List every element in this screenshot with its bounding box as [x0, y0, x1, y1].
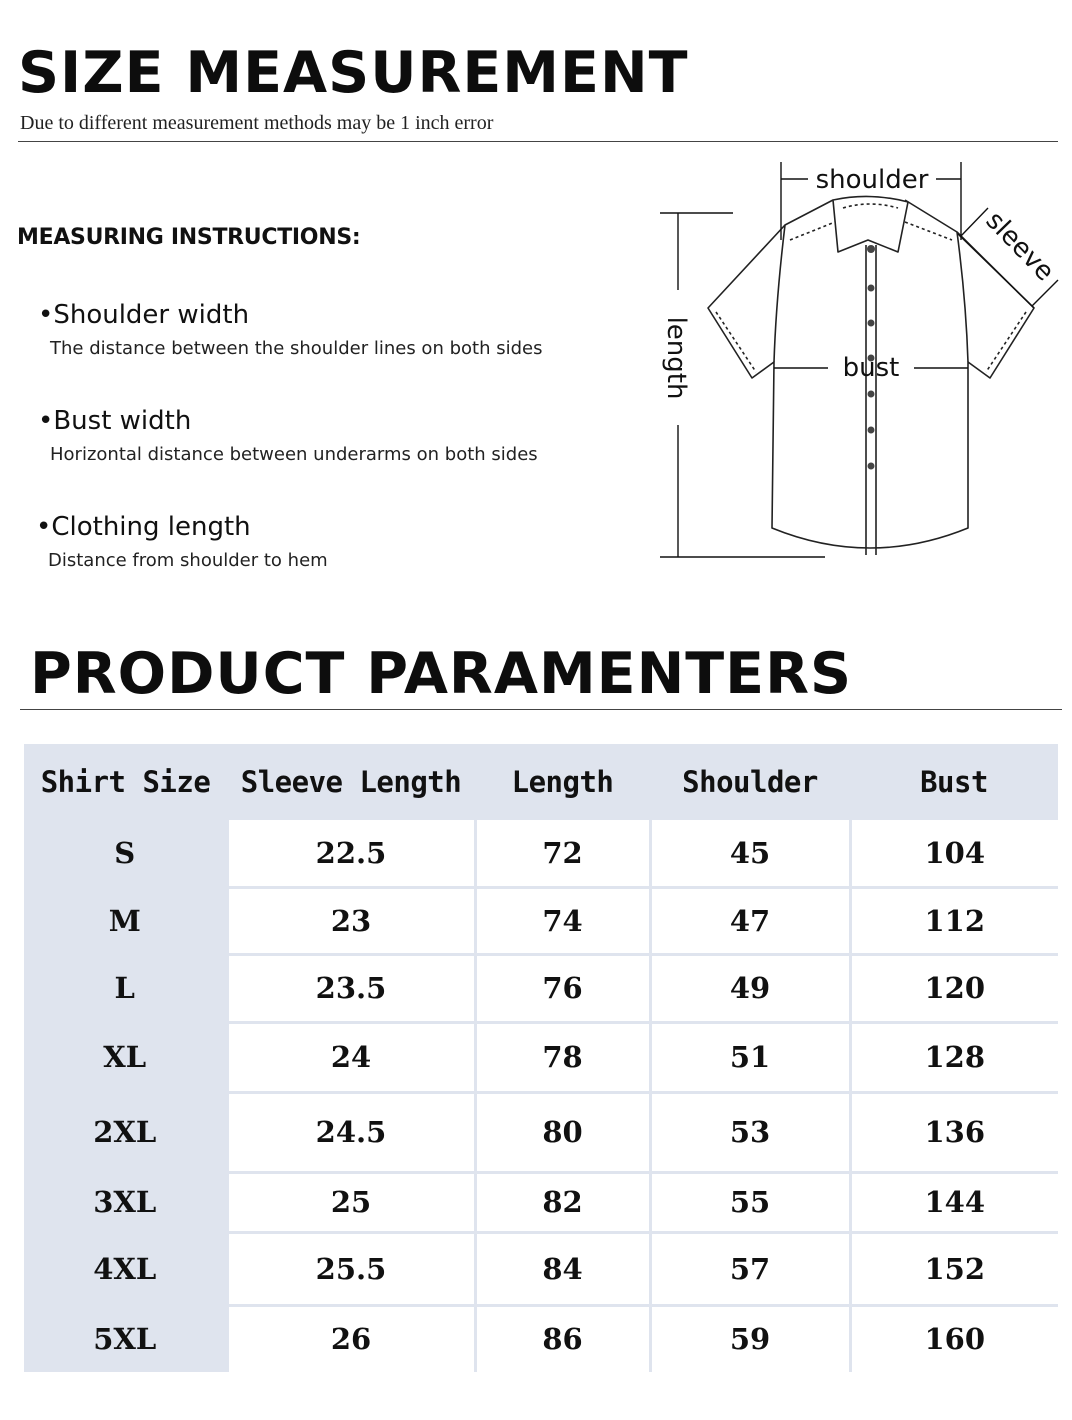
cell-shoulder: 49: [650, 954, 850, 1022]
cell-bust: 128: [850, 1022, 1058, 1092]
instruction-bust-title: •Bust width: [38, 406, 192, 436]
cell-sleeve: 25.5: [227, 1232, 475, 1305]
diagram-label-bust: bust: [842, 353, 900, 383]
cell-shoulder: 51: [650, 1022, 850, 1092]
shirt-collar: [833, 196, 908, 252]
cell-shoulder: 47: [650, 887, 850, 954]
column-header-size: Shirt Size: [24, 744, 227, 820]
table-row: [24, 887, 1058, 954]
cell-shoulder: 55: [650, 1172, 850, 1232]
cell-sleeve: 24: [227, 1022, 475, 1092]
instruction-length-desc: Distance from shoulder to hem: [48, 550, 328, 571]
diagram-label-sleeve: sleeve: [979, 205, 1060, 288]
shirt-button: [868, 320, 875, 327]
shirt-button: [868, 427, 875, 434]
instruction-shoulder-desc: The distance between the shoulder lines on both sides: [50, 338, 543, 359]
product-divider: [20, 709, 1062, 710]
cell-size: XL: [24, 1022, 227, 1092]
cell-size: 3XL: [24, 1172, 227, 1232]
cell-sleeve: 25: [227, 1172, 475, 1232]
cell-size: 2XL: [24, 1092, 227, 1172]
table-row: [24, 1092, 1058, 1172]
cell-size: L: [24, 954, 227, 1022]
cell-length: 86: [475, 1305, 650, 1372]
shirt-button: [867, 245, 875, 253]
header-divider: [18, 141, 1058, 142]
shirt-button: [868, 285, 875, 292]
cell-bust: 136: [850, 1092, 1058, 1172]
cell-length: 80: [475, 1092, 650, 1172]
cell-sleeve: 23: [227, 887, 475, 954]
cell-length: 84: [475, 1232, 650, 1305]
page-subtitle: Due to different measurement methods may be 1 inch error: [20, 112, 494, 134]
cell-sleeve: 24.5: [227, 1092, 475, 1172]
cell-length: 78: [475, 1022, 650, 1092]
column-header-shoulder: Shoulder: [650, 744, 850, 820]
cell-sleeve: 26: [227, 1305, 475, 1372]
cell-size: S: [24, 820, 227, 887]
page-title: SIZE MEASUREMENT: [18, 40, 689, 106]
cell-shoulder: 53: [650, 1092, 850, 1172]
table-header-row: [24, 744, 1058, 820]
cell-length: 82: [475, 1172, 650, 1232]
shirt-button: [868, 463, 875, 470]
diagram-label-length: length: [661, 316, 691, 400]
cell-shoulder: 59: [650, 1305, 850, 1372]
table-row: [24, 820, 1058, 887]
instruction-shoulder-title: •Shoulder width: [38, 300, 250, 330]
cell-bust: 104: [850, 820, 1058, 887]
column-header-sleeve: Sleeve Length: [227, 744, 475, 820]
table-row: [24, 1232, 1058, 1305]
cell-size: 5XL: [24, 1305, 227, 1372]
cell-sleeve: 23.5: [227, 954, 475, 1022]
table-row: [24, 1022, 1058, 1092]
size-table: [24, 744, 1058, 1372]
cell-bust: 152: [850, 1232, 1058, 1305]
cell-length: 74: [475, 887, 650, 954]
table-row: [24, 1172, 1058, 1232]
cell-bust: 112: [850, 887, 1058, 954]
column-header-bust: Bust: [850, 744, 1058, 820]
cell-bust: 144: [850, 1172, 1058, 1232]
table-row: [24, 1305, 1058, 1372]
product-title: PRODUCT PARAMENTERS: [30, 641, 853, 707]
instruction-length-title: •Clothing length: [36, 512, 251, 542]
cell-bust: 160: [850, 1305, 1058, 1372]
shirt-diagram: [645, 150, 1070, 570]
cell-sleeve: 22.5: [227, 820, 475, 887]
cell-shoulder: 57: [650, 1232, 850, 1305]
cell-shoulder: 45: [650, 820, 850, 887]
table-row: [24, 954, 1058, 1022]
instruction-bust-desc: Horizontal distance between underarms on both sides: [50, 444, 538, 465]
cell-length: 76: [475, 954, 650, 1022]
shirt-button: [868, 391, 875, 398]
diagram-label-shoulder: shoulder: [815, 165, 929, 195]
cell-length: 72: [475, 820, 650, 887]
size-table-container: [24, 744, 1058, 1372]
cell-size: 4XL: [24, 1232, 227, 1305]
cell-size: M: [24, 887, 227, 954]
column-header-length: Length: [475, 744, 650, 820]
instructions-title: MEASURING INSTRUCTIONS:: [17, 225, 361, 250]
cell-bust: 120: [850, 954, 1058, 1022]
